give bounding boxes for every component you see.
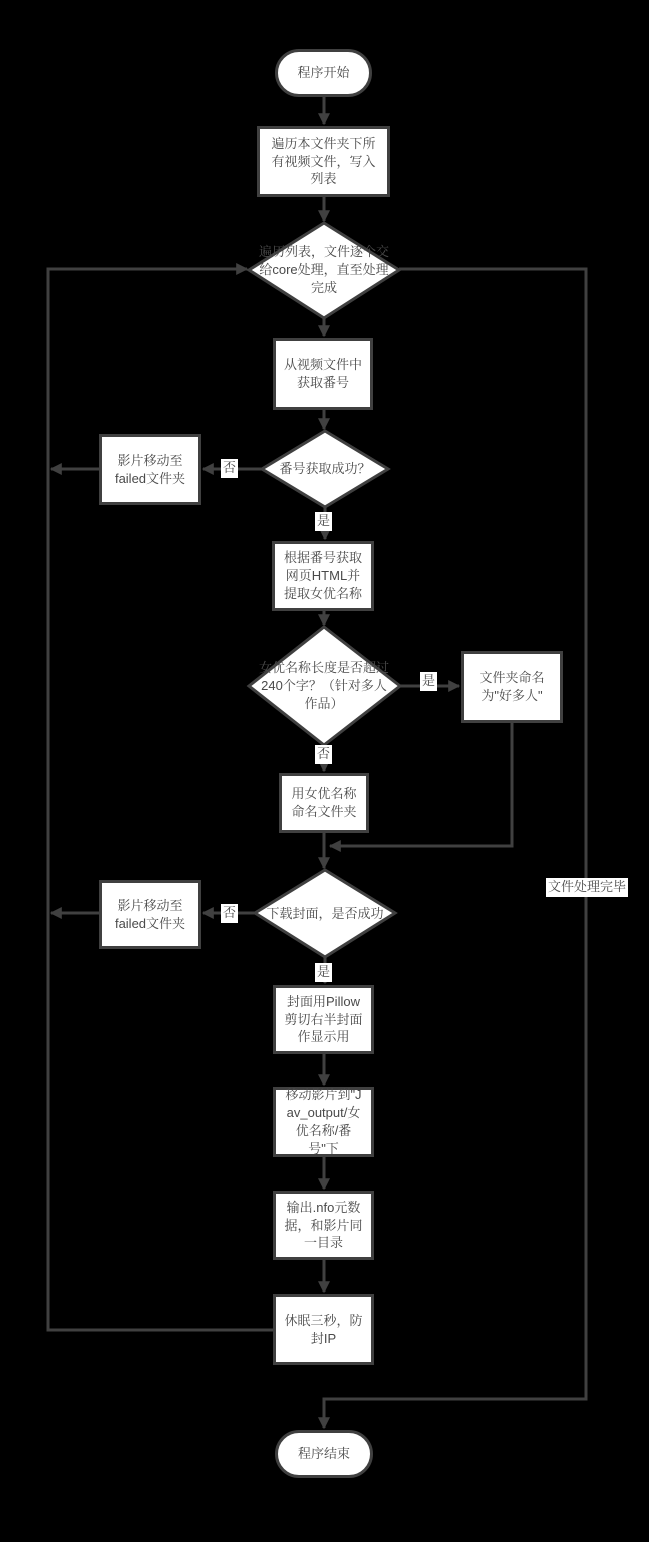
node-move-failed-2: 影片移动至failed文件夹 bbox=[99, 880, 201, 949]
node-loop-list: 遍历列表，文件逐个交给core处理，直至处理完成 bbox=[258, 244, 389, 295]
node-traverse-folder: 遍历本文件夹下所有视频文件，写入列表 bbox=[257, 126, 390, 197]
edge-label-yes-1: 是 bbox=[315, 512, 332, 531]
node-move-film: 移动影片到"Jav_output/女优名称/番号"下 bbox=[273, 1087, 374, 1157]
node-get-html: 根据番号获取网页HTML并提取女优名称 bbox=[272, 541, 374, 611]
node-get-id: 从视频文件中获取番号 bbox=[273, 338, 373, 410]
node-start: 程序开始 bbox=[275, 49, 372, 97]
node-output-nfo: 输出.nfo元数据，和影片同一目录 bbox=[273, 1191, 374, 1260]
edge-label-no-1: 否 bbox=[221, 459, 238, 478]
node-end: 程序结束 bbox=[275, 1430, 373, 1478]
edge-label-done: 文件处理完毕 bbox=[546, 878, 628, 897]
node-id-success: 番号获取成功？ bbox=[279, 461, 371, 477]
node-many-people: 文件夹命名为"好多人" bbox=[461, 651, 563, 723]
edge-label-no-3: 否 bbox=[221, 904, 238, 923]
edge-label-yes-2: 是 bbox=[420, 672, 437, 691]
node-sleep: 休眠三秒，防封IP bbox=[273, 1294, 374, 1365]
edge-label-yes-3: 是 bbox=[315, 963, 332, 982]
node-name-folder: 用女优名称命名文件夹 bbox=[279, 773, 369, 833]
node-crop-cover: 封面用Pillow剪切右半封面作显示用 bbox=[273, 985, 374, 1054]
node-name-length: 女优名称长度是否超过240个字？（针对多人作品） bbox=[258, 660, 389, 711]
node-download-cover: 下载封面，是否成功 bbox=[266, 905, 384, 921]
edge-label-no-2: 否 bbox=[315, 745, 332, 764]
edge-sleep-loop-back bbox=[48, 269, 273, 1330]
node-move-failed-1: 影片移动至failed文件夹 bbox=[99, 434, 201, 505]
